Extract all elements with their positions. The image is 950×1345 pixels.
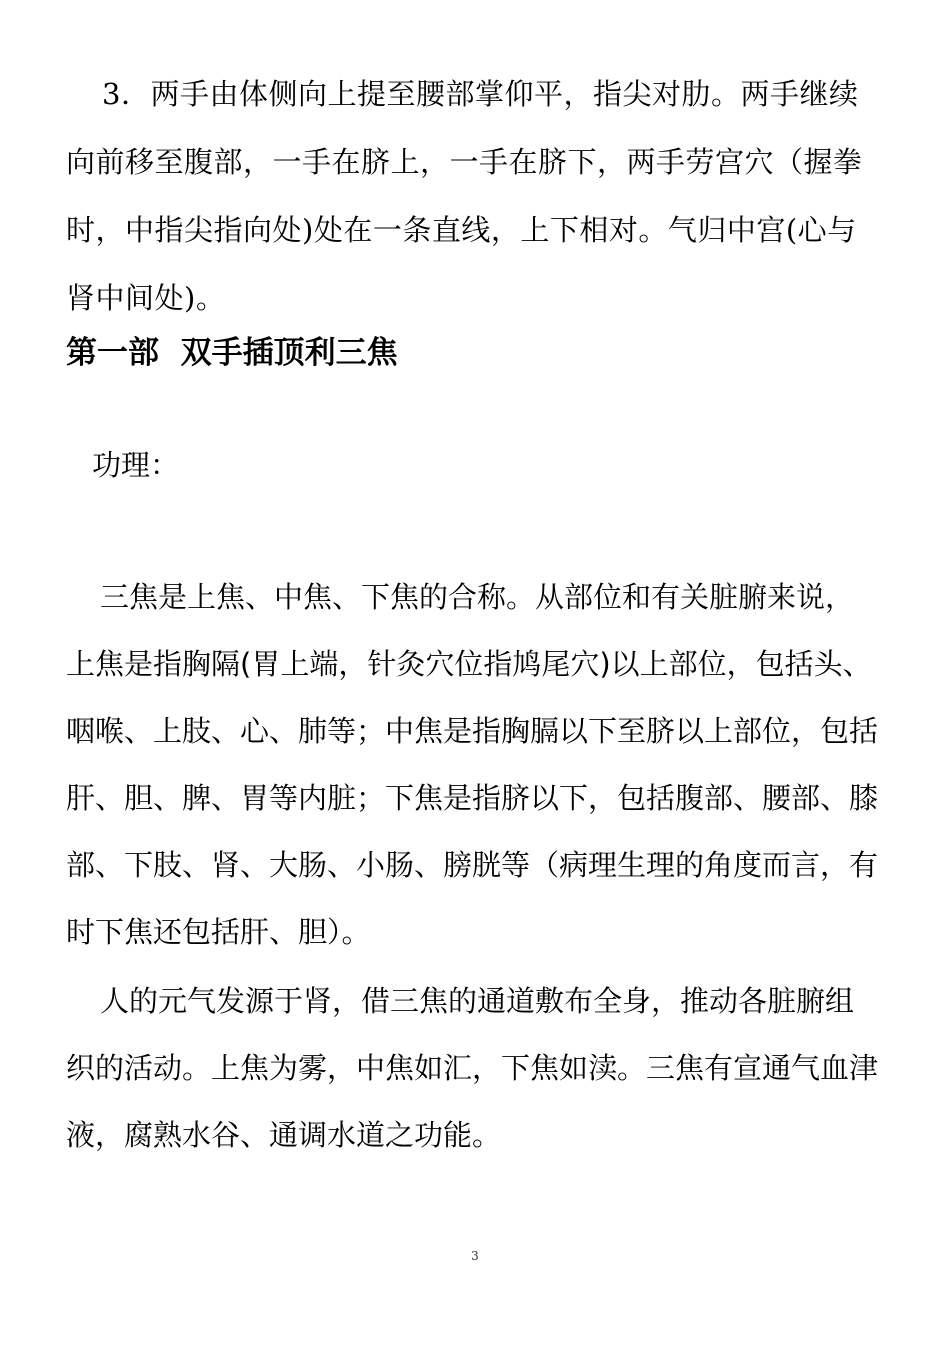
subheading-gongli: 功理： — [92, 448, 180, 482]
page-number: 3 — [471, 1249, 479, 1263]
step-paragraph: 3．两手由体侧向上提至腰部掌仰平，指尖对肋。两手继续向前移至腹部，一手在脐上，一手在脐下，两手劳宫穴（握拳时，中指尖指向处)处在一条直线，上下相对。气归中宫(心与肾中间处)。 — [66, 77, 863, 315]
section-heading: 第一部 双手插顶利三焦 — [66, 335, 398, 371]
body-paragraph: 三焦是上焦、中焦、下焦的合称。从部位和有关脏腑来说，上焦是指胸隔(胃上端，针灸穴位指鸠尾穴)以上部位，包括头、咽喉、上肢、心、肺等；中焦是指胸膈以下至脐以上部位，包括肝、胆、脾、胃等内脏；下焦是指脐以下，包括腹部、腰部、膝部、下肢、肾、大肠、小肠、膀胱等（病理生理的角度而言，有时下焦还包括肝、胆）。 — [66, 580, 879, 949]
body-paragraph: 人的元气发源于肾，借三焦的通道敷布全身，推动各脏腑组织的活动。上焦为雾，中焦如汇，下焦如渎。三焦有宣通气血津液，腐熟水谷、通调水道之功能。 — [66, 984, 879, 1152]
